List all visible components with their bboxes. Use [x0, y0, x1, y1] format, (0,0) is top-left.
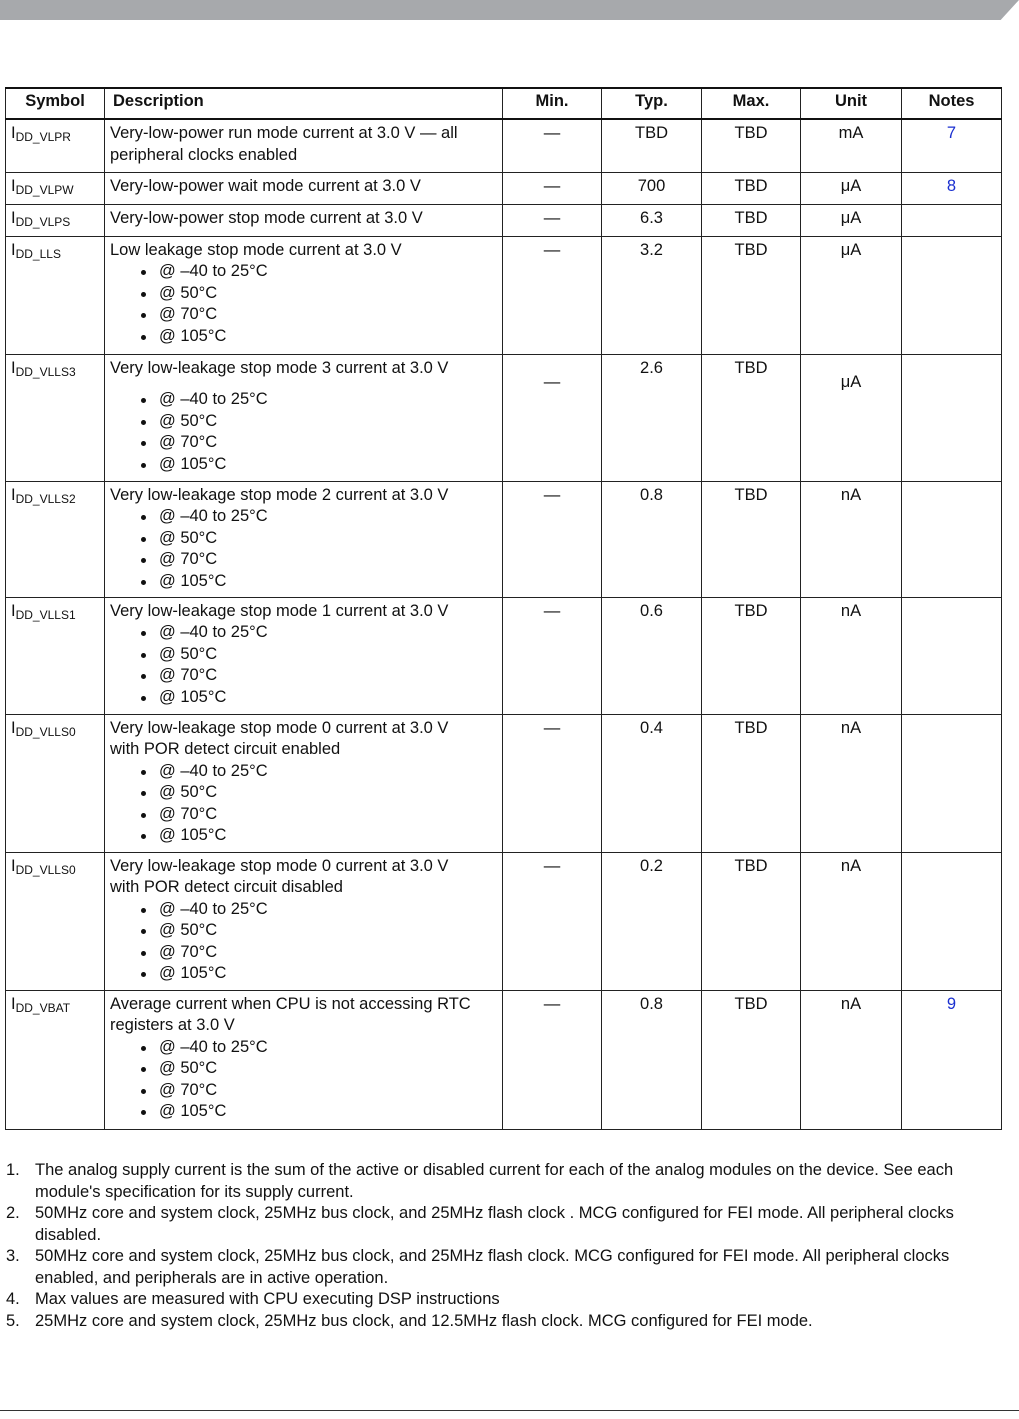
description-line: Very-low-power wait mode current at 3.0 V — [110, 176, 421, 195]
temperature-item: @ 70°C — [110, 432, 497, 454]
temperature-item: @ 50°C — [110, 782, 497, 804]
footnotes-list — [0, 1160, 1000, 1332]
description-line: Very low-leakage stop mode 0 current at 3.0 V — [110, 718, 449, 737]
unit-value-cell — [801, 714, 902, 852]
unit-value-cell — [801, 852, 902, 990]
temperature-item: @ 105°C — [110, 454, 497, 476]
table-row — [6, 481, 1002, 597]
temperature-list — [110, 261, 497, 347]
temperature-item: @ 50°C — [110, 411, 497, 433]
symbol-main: I — [11, 485, 16, 504]
max-value: TBD — [734, 208, 768, 227]
min-value: — — [543, 124, 561, 142]
max-value-cell — [702, 354, 801, 481]
typ-value: TBD — [635, 124, 668, 142]
symbol-main: I — [11, 176, 16, 195]
temperature-item: @ 105°C — [110, 326, 497, 348]
typ-value-cell — [602, 597, 702, 714]
symbol-subscript: DD_VLLS0 — [15, 724, 76, 739]
symbol-cell — [6, 119, 105, 172]
temperature-item: @ 70°C — [110, 665, 497, 687]
note-reference-cell[interactable] — [902, 990, 1002, 1129]
footnote-text: 50MHz core and system clock, 25MHz bus clock, and 25MHz flash clock . MCG configured for FEI mode. All peripheral clocks disabled. — [35, 1204, 954, 1244]
description-cell — [105, 597, 503, 714]
min-value: — — [543, 208, 561, 227]
unit-value: mA — [838, 124, 864, 142]
symbol-main: I — [11, 718, 16, 737]
description-line: Very low-leakage stop mode 0 current at 3.0 V — [110, 856, 449, 875]
temperature-item: @ 70°C — [110, 304, 497, 326]
unit-value-cell — [801, 172, 902, 204]
min-value-cell — [503, 481, 602, 597]
description-line: with POR detect circuit disabled — [110, 878, 343, 896]
typ-value-cell — [602, 990, 702, 1129]
footnote-number: 4. — [6, 1290, 20, 1308]
symbol-subscript: DD_VLLS3 — [15, 364, 76, 379]
note-reference-cell — [902, 204, 1002, 236]
symbol-subscript: DD_VLPW — [15, 182, 74, 197]
note-reference-cell — [902, 852, 1002, 990]
temperature-list — [110, 389, 497, 475]
symbol-subscript: DD_VLPS — [15, 214, 71, 229]
typ-value: 0.6 — [640, 601, 663, 620]
min-value-cell — [503, 597, 602, 714]
col-header-typ: Typ. — [602, 88, 702, 119]
col-header-description: Description — [105, 88, 503, 119]
symbol-subscript: DD_VLLS2 — [15, 491, 76, 506]
temperature-item: @ 70°C — [110, 1080, 497, 1102]
note-reference[interactable]: 8 — [946, 176, 957, 195]
footnote-text: The analog supply current is the sum of the active or disabled current for each of the analog modules on the device. See each module's specification for its supply current. — [35, 1161, 954, 1201]
temperature-list — [110, 622, 497, 708]
description-cell — [105, 990, 503, 1129]
typ-value-cell — [602, 714, 702, 852]
footnote-item — [0, 1311, 1000, 1333]
temperature-item: @ –40 to 25°C — [110, 622, 497, 644]
table-row — [6, 354, 1002, 481]
min-value: — — [543, 485, 561, 504]
description-line: with POR detect circuit enabled — [110, 740, 341, 758]
symbol-main: I — [11, 124, 16, 142]
temperature-item: @ 105°C — [110, 825, 497, 847]
description-cell — [105, 172, 503, 204]
typ-value-cell — [602, 481, 702, 597]
description-line: Average current when CPU is not accessing RTC — [110, 994, 471, 1013]
description-cell — [105, 852, 503, 990]
typ-value-cell — [602, 354, 702, 481]
unit-value-cell — [801, 990, 902, 1129]
symbol-cell — [6, 354, 105, 481]
temperature-list — [110, 506, 497, 592]
typ-value-cell — [602, 852, 702, 990]
typ-value: 2.6 — [640, 358, 663, 377]
symbol-subscript: DD_VLLS1 — [15, 607, 76, 622]
note-reference-cell — [902, 597, 1002, 714]
footnote-item — [0, 1203, 1000, 1246]
unit-value: μA — [840, 176, 862, 195]
typ-value-cell — [602, 172, 702, 204]
symbol-main: I — [11, 240, 16, 259]
current-spec-table — [5, 87, 1002, 1130]
temperature-item: @ –40 to 25°C — [110, 506, 497, 528]
unit-value-cell — [801, 597, 902, 714]
unit-value: μA — [840, 208, 862, 227]
description-line: registers at 3.0 V — [110, 1016, 235, 1034]
symbol-cell — [6, 990, 105, 1129]
min-value: — — [543, 240, 561, 259]
min-value-cell — [503, 990, 602, 1129]
table-row — [6, 852, 1002, 990]
temperature-list — [110, 1037, 497, 1123]
unit-value: nA — [840, 485, 862, 504]
note-reference-cell — [902, 714, 1002, 852]
temperature-item: @ 50°C — [110, 644, 497, 666]
description-cell — [105, 236, 503, 354]
typ-value: 3.2 — [640, 240, 663, 259]
symbol-subscript: DD_LLS — [15, 246, 61, 261]
footnote-text: 50MHz core and system clock, 25MHz bus clock, and 25MHz flash clock. MCG configured for FEI mode. All peripheral clocks enabled, and peripherals are in active operation. — [35, 1247, 950, 1287]
min-value-cell — [503, 172, 602, 204]
table-row — [6, 204, 1002, 236]
max-value-cell — [702, 204, 801, 236]
max-value: TBD — [734, 240, 768, 259]
temperature-item: @ 105°C — [110, 963, 497, 985]
temperature-item: @ 50°C — [110, 283, 497, 305]
typ-value: 700 — [637, 176, 666, 195]
unit-value-cell — [801, 119, 902, 172]
temperature-item: @ –40 to 25°C — [110, 899, 497, 921]
symbol-main: I — [11, 994, 16, 1013]
symbol-main: I — [11, 856, 16, 875]
col-header-unit: Unit — [801, 88, 902, 119]
typ-value: 0.8 — [640, 485, 663, 504]
note-reference-cell — [902, 354, 1002, 481]
temperature-item: @ 70°C — [110, 549, 497, 571]
symbol-cell — [6, 172, 105, 204]
typ-value: 0.4 — [640, 718, 663, 737]
footnote-item — [0, 1289, 1000, 1311]
min-value: — — [543, 994, 561, 1013]
description-line: Low leakage stop mode current at 3.0 V — [110, 240, 402, 259]
min-value: — — [543, 601, 561, 620]
table-body — [6, 119, 1002, 1129]
symbol-main: I — [11, 601, 16, 620]
max-value: TBD — [734, 718, 768, 737]
symbol-subscript: DD_VLLS0 — [15, 862, 76, 877]
min-value: — — [543, 718, 561, 737]
max-value-cell — [702, 597, 801, 714]
symbol-cell — [6, 852, 105, 990]
min-value-cell — [503, 119, 602, 172]
max-value-cell — [702, 852, 801, 990]
temperature-list — [110, 761, 497, 847]
footnote-number: 2. — [6, 1204, 20, 1222]
unit-value-cell — [801, 204, 902, 236]
unit-value: nA — [840, 856, 862, 875]
footnote-number: 1. — [6, 1161, 20, 1179]
symbol-cell — [6, 236, 105, 354]
min-value: — — [543, 176, 561, 195]
max-value-cell — [702, 990, 801, 1129]
min-value-cell — [503, 204, 602, 236]
table-row — [6, 236, 1002, 354]
max-value-cell — [702, 119, 801, 172]
temperature-item: @ –40 to 25°C — [110, 761, 497, 783]
min-value-cell — [503, 236, 602, 354]
symbol-cell — [6, 481, 105, 597]
description-line: Very-low-power run mode current at 3.0 V — all — [110, 124, 458, 142]
table-header-row — [6, 88, 1002, 119]
note-reference[interactable]: 9 — [946, 994, 957, 1013]
max-value: TBD — [734, 601, 768, 620]
col-header-notes: Notes — [902, 88, 1002, 119]
temperature-item: @ 50°C — [110, 528, 497, 550]
temperature-item: @ 105°C — [110, 571, 497, 593]
max-value-cell — [702, 481, 801, 597]
description-cell — [105, 119, 503, 172]
unit-value-cell — [801, 481, 902, 597]
table-row — [6, 119, 1002, 172]
min-value-cell — [503, 852, 602, 990]
max-value-cell — [702, 172, 801, 204]
footnote-number: 5. — [6, 1311, 20, 1330]
unit-value: nA — [840, 994, 862, 1013]
temperature-item: @ 105°C — [110, 1101, 497, 1123]
temperature-item: @ 50°C — [110, 1058, 497, 1080]
typ-value: 0.2 — [640, 856, 663, 875]
min-value-cell — [503, 714, 602, 852]
temperature-item: @ –40 to 25°C — [110, 261, 497, 283]
unit-value: μA — [840, 240, 862, 259]
typ-value: 6.3 — [640, 208, 663, 227]
col-header-min: Min. — [503, 88, 602, 119]
col-header-symbol: Symbol — [6, 88, 105, 119]
temperature-item: @ 70°C — [110, 942, 497, 964]
temperature-item: @ 50°C — [110, 920, 497, 942]
table-row — [6, 172, 1002, 204]
description-cell — [105, 481, 503, 597]
temperature-item: @ –40 to 25°C — [110, 1037, 497, 1059]
table-row — [6, 714, 1002, 852]
typ-value: 0.8 — [640, 994, 663, 1013]
symbol-main: I — [11, 358, 16, 377]
typ-value-cell — [602, 119, 702, 172]
unit-value-cell — [801, 236, 902, 354]
unit-value: nA — [840, 718, 862, 737]
symbol-main: I — [11, 208, 16, 227]
footnote-item — [0, 1160, 1000, 1203]
max-value: TBD — [734, 994, 768, 1013]
min-value-cell — [503, 354, 602, 481]
footnote-number: 3. — [6, 1247, 20, 1265]
symbol-cell — [6, 597, 105, 714]
note-reference-cell — [902, 481, 1002, 597]
description-line: Very low-leakage stop mode 2 current at 3.0 V — [110, 485, 449, 504]
description-line: Very low-leakage stop mode 1 current at 3.0 V — [110, 601, 449, 620]
unit-value-cell — [801, 354, 902, 481]
temperature-item: @ 70°C — [110, 804, 497, 826]
max-value-cell — [702, 714, 801, 852]
note-reference-cell[interactable] — [902, 172, 1002, 204]
min-value: — — [543, 372, 561, 391]
note-reference-cell — [902, 236, 1002, 354]
note-reference-cell[interactable] — [902, 119, 1002, 172]
table-row — [6, 990, 1002, 1129]
temperature-list — [110, 899, 497, 985]
typ-value-cell — [602, 204, 702, 236]
description-line: Very-low-power stop mode current at 3.0 V — [110, 208, 423, 227]
symbol-cell — [6, 714, 105, 852]
max-value: TBD — [734, 176, 768, 195]
footnote-text: 25MHz core and system clock, 25MHz bus clock, and 12.5MHz flash clock. MCG configured for FEI mode. — [35, 1311, 813, 1330]
description-cell — [105, 354, 503, 481]
footnote-item — [0, 1246, 1000, 1289]
temperature-item: @ 105°C — [110, 687, 497, 709]
description-line: peripheral clocks enabled — [110, 145, 298, 164]
max-value-cell — [702, 236, 801, 354]
description-cell — [105, 714, 503, 852]
table-row — [6, 597, 1002, 714]
description-cell — [105, 204, 503, 236]
max-value: TBD — [734, 485, 768, 504]
note-reference[interactable]: 7 — [946, 124, 957, 142]
unit-value: μA — [840, 372, 862, 391]
symbol-subscript: DD_VBAT — [15, 1000, 71, 1015]
max-value: TBD — [734, 124, 768, 142]
header-band — [0, 0, 1019, 20]
typ-value-cell — [602, 236, 702, 354]
page-divider — [0, 1410, 1019, 1411]
col-header-max: Max. — [702, 88, 801, 119]
footnote-text: Max values are measured with CPU executing DSP instructions — [35, 1290, 500, 1308]
temperature-item: @ –40 to 25°C — [110, 389, 497, 411]
symbol-cell — [6, 204, 105, 236]
min-value: — — [543, 856, 561, 875]
symbol-subscript: DD_VLPR — [15, 130, 71, 144]
description-line: Very low-leakage stop mode 3 current at 3.0 V — [110, 358, 449, 377]
max-value: TBD — [734, 856, 768, 875]
unit-value: nA — [840, 601, 862, 620]
max-value: TBD — [734, 358, 768, 377]
